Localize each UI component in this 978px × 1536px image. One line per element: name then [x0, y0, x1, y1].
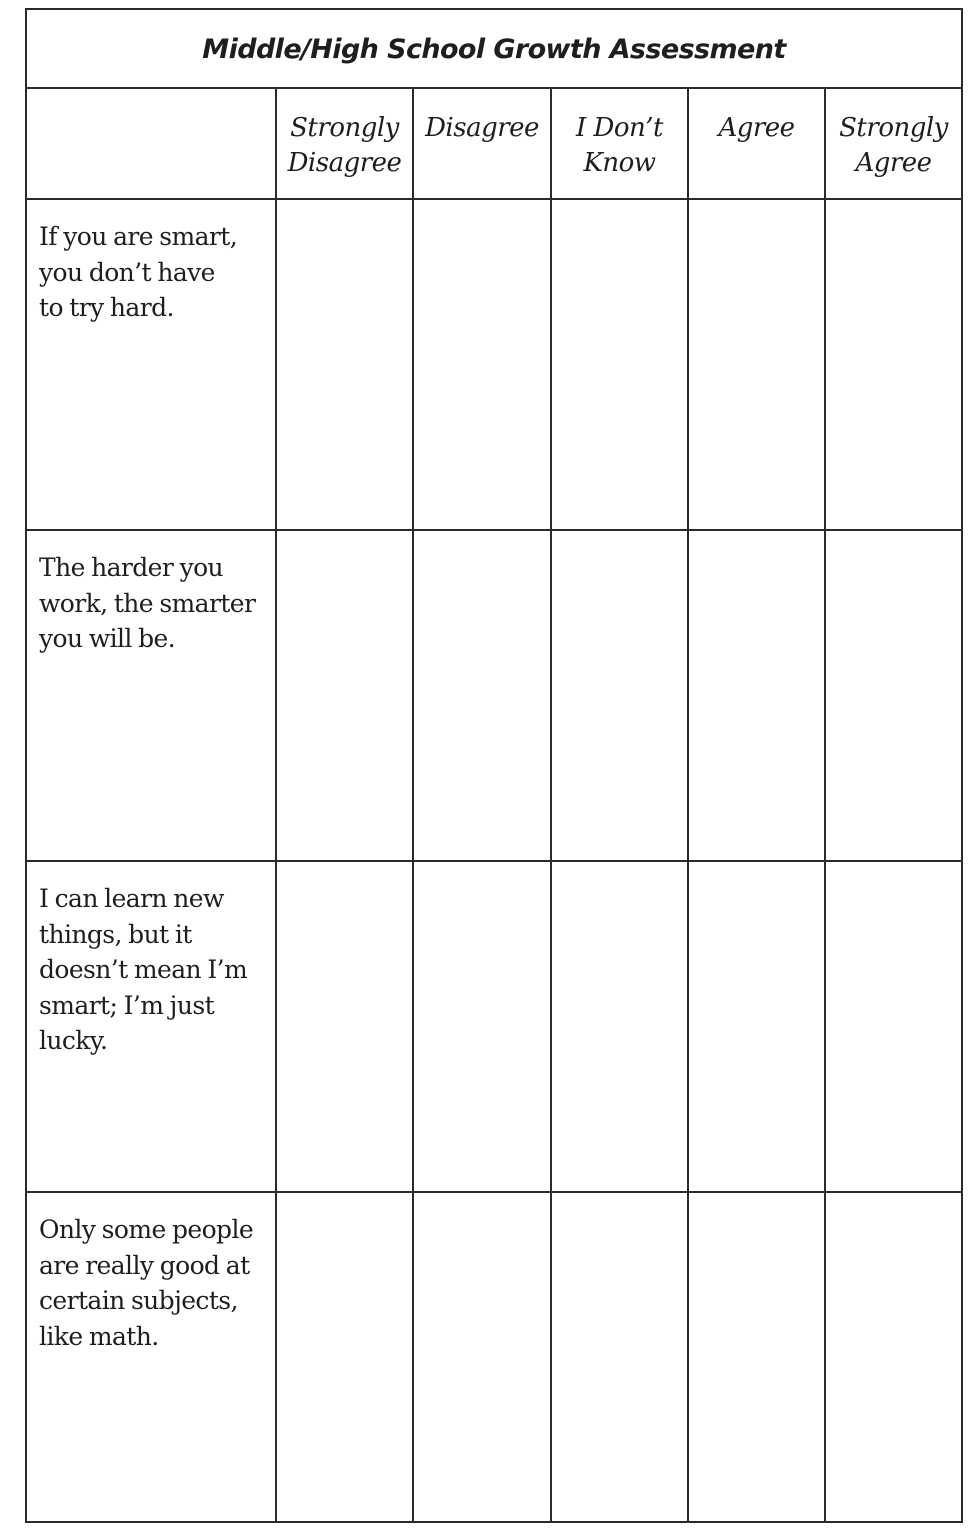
- response-cell-strongly-agree[interactable]: [826, 200, 961, 529]
- statement-text: I can learn new: [39, 884, 224, 913]
- statement-text: lucky.: [39, 1026, 108, 1055]
- statement-cell: [27, 200, 277, 529]
- column-header-dont-know: [552, 89, 689, 198]
- assessment-table: [25, 8, 963, 1523]
- response-cell-strongly-agree[interactable]: [826, 862, 961, 1191]
- statement-text: If you are smart,: [39, 222, 238, 251]
- table-title: Middle/High School Growth Assessment: [202, 34, 786, 65]
- column-header-text: Strongly: [839, 113, 948, 143]
- statement-text: smart; I’m just: [39, 990, 215, 1020]
- column-header-text: Agree: [855, 148, 932, 178]
- response-cell-disagree[interactable]: [414, 862, 552, 1191]
- statement-text: are really good at: [39, 1250, 250, 1280]
- response-cell-strongly-disagree[interactable]: [277, 1193, 414, 1523]
- column-header-row: [27, 89, 961, 200]
- statement-text: work, the smarter: [39, 588, 256, 618]
- response-cell-strongly-agree[interactable]: [826, 531, 961, 860]
- statement-text: to try hard.: [39, 293, 174, 322]
- response-cell-strongly-agree[interactable]: [826, 1193, 961, 1523]
- statement-header-cell: [27, 89, 277, 198]
- column-header-text: I Don’t: [576, 113, 663, 143]
- response-cell-dont-know[interactable]: [552, 862, 689, 1191]
- response-cell-agree[interactable]: [689, 531, 826, 860]
- column-header-text: Agree: [718, 113, 795, 143]
- column-header-text: Disagree: [287, 148, 402, 178]
- column-header-text: Know: [583, 148, 656, 178]
- statement-text: Only some people: [39, 1215, 254, 1244]
- response-cell-disagree[interactable]: [414, 200, 552, 529]
- statement-row: [27, 862, 961, 1193]
- statement-text: you will be.: [39, 624, 176, 653]
- statement-text: things, but it: [39, 919, 192, 949]
- column-header-text: Disagree: [425, 113, 539, 143]
- response-cell-disagree[interactable]: [414, 1193, 552, 1523]
- response-cell-dont-know[interactable]: [552, 531, 689, 860]
- title-row: [27, 10, 961, 89]
- statement-row: [27, 531, 961, 862]
- response-cell-dont-know[interactable]: [552, 1193, 689, 1523]
- response-cell-strongly-disagree[interactable]: [277, 200, 414, 529]
- response-cell-disagree[interactable]: [414, 531, 552, 860]
- column-header-disagree: [414, 89, 552, 198]
- statement-row: [27, 1193, 961, 1523]
- statement-text: certain subjects,: [39, 1286, 238, 1315]
- statement-text: The harder you: [39, 553, 224, 582]
- column-header-strongly-disagree: [277, 89, 414, 198]
- response-cell-agree[interactable]: [689, 862, 826, 1191]
- assessment-grid: [27, 89, 961, 1521]
- response-cell-strongly-disagree[interactable]: [277, 862, 414, 1191]
- response-cell-strongly-disagree[interactable]: [277, 531, 414, 860]
- statement-row: [27, 200, 961, 531]
- column-header-strongly-agree: [826, 89, 961, 198]
- statement-text: like math.: [39, 1321, 159, 1351]
- statement-text: doesn’t mean I’m: [39, 955, 248, 984]
- statement-cell: [27, 531, 277, 860]
- response-cell-agree[interactable]: [689, 1193, 826, 1523]
- response-cell-dont-know[interactable]: [552, 200, 689, 529]
- statement-cell: [27, 1193, 277, 1523]
- column-header-text: Strongly: [290, 113, 399, 143]
- statement-cell: [27, 862, 277, 1191]
- response-cell-agree[interactable]: [689, 200, 826, 529]
- statement-text: you don’t have: [39, 257, 215, 287]
- column-header-agree: [689, 89, 826, 198]
